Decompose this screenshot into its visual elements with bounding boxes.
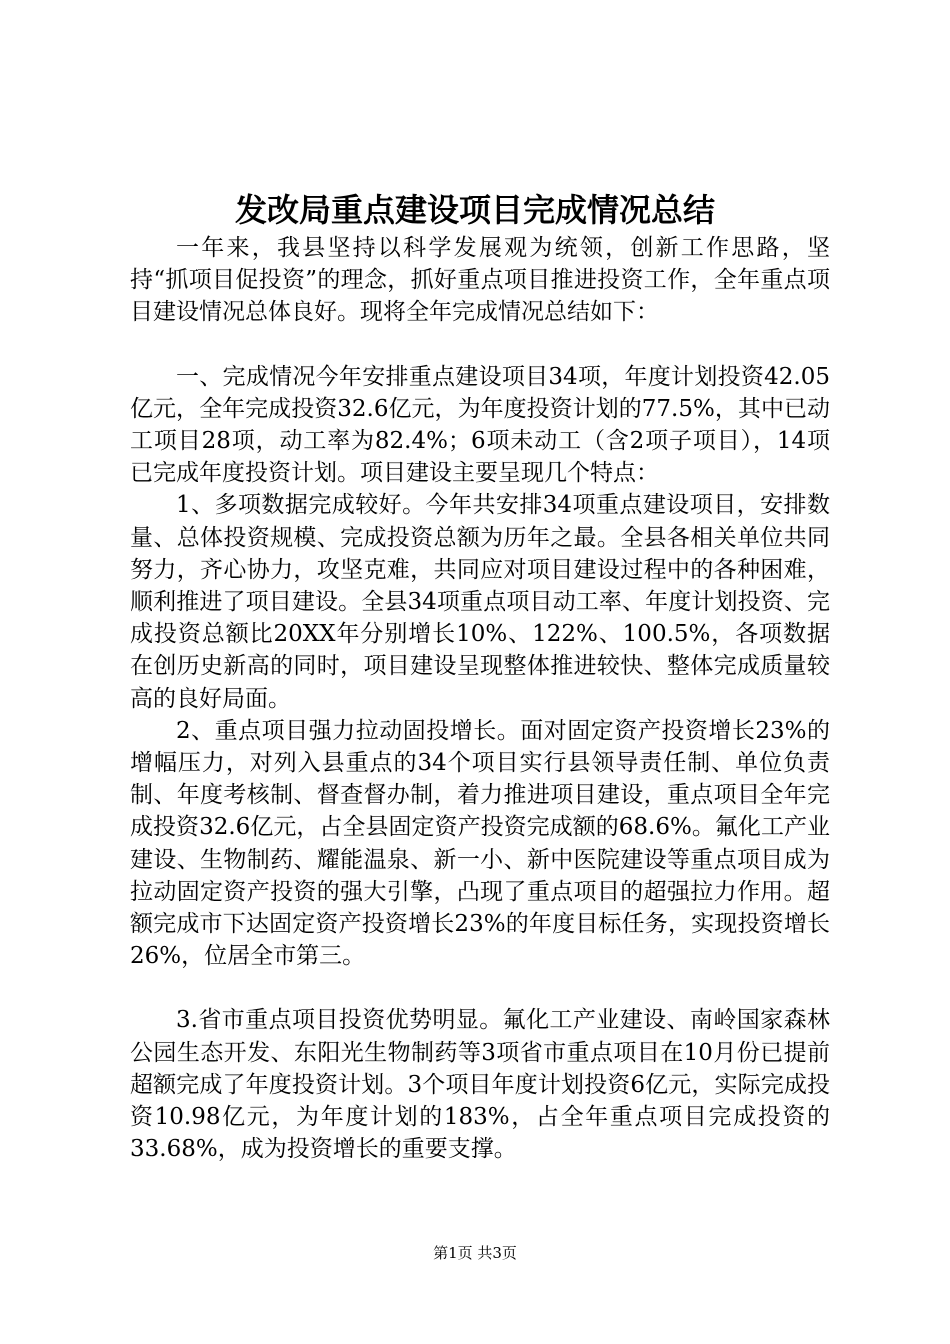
- paragraph-spacer: [130, 329, 830, 361]
- document-title: 发改局重点建设项目完成情况总结: [234, 191, 715, 229]
- page-footer: 第1页 共3页: [433, 1244, 517, 1262]
- feature-2-paragraph: 2、重点项目强力拉动固投增长。面对固定资产投资增长23%的增幅压力，对列入县重点的34个项目实行县领导责任制、单位负责制、年度考核制、督查督办制，着力推进项目建设，重点项目全年完成投资32.6亿元，占全县固定资产投资完成额的68.6%。氟化工产业建设、生物制药、耀能温泉、新一小、新中医院建设等重点项目成为拉动固定资产投资的强大引擎，凸现了重点项目的超强拉力作用。超额完成市下达固定资产投资增长23%的年度目标任务，实现投资增长26%，位居全市第三。: [130, 717, 830, 970]
- intro-paragraph: 一年来，我县坚持以科学发展观为统领，创新工作思路，坚持“抓项目促投资”的理念，抓好重点项目推进投资工作，全年重点项目建设情况总体良好。现将全年完成情况总结如下：: [130, 235, 830, 326]
- feature-3-paragraph: 3.省市重点项目投资优势明显。氟化工产业建设、南岭国家森林公园生态开发、东阳光生物制药等3项省市重点项目在10月份已提前超额完成了年度投资计划。3个项目年度计划投资6亿元，实际完成投资10.98亿元，为年度计划的183%，占全年重点项目完成投资的33.68%，成为投资增长的重要支撑。: [130, 1007, 830, 1163]
- paragraph-spacer: [130, 972, 830, 1004]
- completion-paragraph: 一、完成情况今年安排重点建设项目34项，年度计划投资42.05亿元，全年完成投资32.6亿元，为年度投资计划的77.5%，其中已动工项目28项，动工率为82.4%；6项未动工（含2项子项目），14项已完成年度投资计划。项目建设主要呈现几个特点：: [130, 363, 830, 487]
- document-body: [130, 232, 830, 1165]
- feature-1-paragraph: 1、多项数据完成较好。今年共安排34项重点建设项目，安排数量、总体投资规模、完成投资总额为历年之最。全县各相关单位共同努力，齐心协力，攻坚克难，共同应对项目建设过程中的各种困难，顺利推进了项目建设。全县34项重点项目动工率、年度计划投资、完成投资总额比20XX年分别增长10%、122%、100.5%，各项数据在创历史新高的同时，项目建设呈现整体推进较快、整体完成质量较高的良好局面。: [130, 492, 830, 712]
